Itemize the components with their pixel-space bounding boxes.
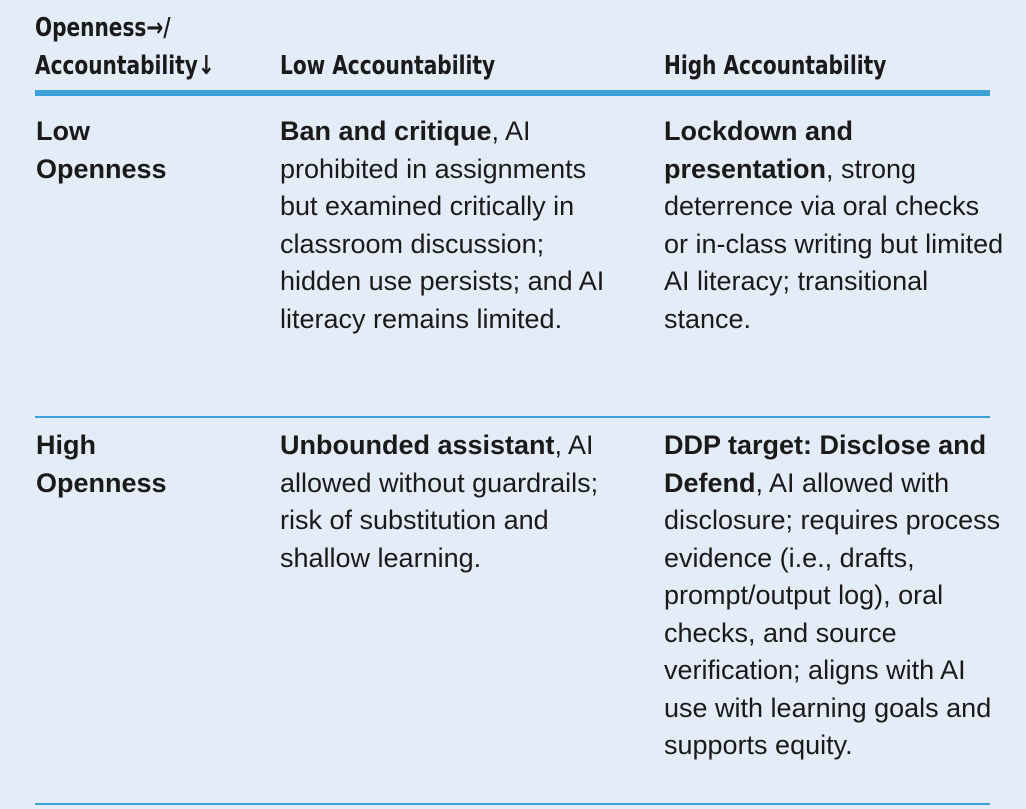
header-corner-openness: Openness→/	[35, 13, 171, 43]
cell-title: DDP target: Disclose and Defend	[664, 430, 987, 498]
row-label-low-openness	[36, 113, 256, 188]
row-label-line: Openness	[36, 467, 167, 498]
header-corner-accountability: Accountability↓	[35, 51, 215, 81]
table-bottom-rule	[35, 803, 990, 805]
header-divider	[35, 90, 990, 96]
cell-text: , strong deterrence via oral checks or in-class writing but limited AI literacy; transitional stance.	[664, 153, 1004, 334]
header-corner	[35, 9, 215, 85]
cell-title: Ban and critique	[280, 116, 492, 146]
row-label-line: Low	[36, 116, 90, 146]
row-label-high-openness	[36, 427, 256, 502]
cell-low-openness-low-accountability	[280, 113, 625, 338]
cell-text: , AI allowed with disclosure; requires process evidence (i.e., drafts, prompt/output log), oral checks, and source verification; aligns with AI use with learning goals and supports equity.	[664, 467, 1001, 760]
row-divider	[35, 416, 990, 418]
cell-high-openness-low-accountability	[280, 427, 625, 577]
cell-text: , AI prohibited in assignments but examined critically in classroom discussion; hidden use persists; and AI literacy remains limited.	[280, 116, 605, 334]
header-high-accountability: High Accountability	[664, 51, 887, 81]
cell-text: , AI allowed without guardrails; risk of substitution and shallow learning.	[280, 430, 599, 573]
cell-high-openness-high-accountability	[664, 427, 1004, 765]
cell-low-openness-high-accountability	[664, 113, 1004, 338]
row-label-line: High	[36, 430, 96, 460]
header-low-accountability: Low Accountability	[280, 51, 496, 81]
cell-title: Unbounded assistant	[280, 430, 555, 460]
row-label-line: Openness	[36, 153, 167, 184]
cell-title: Lockdown and presentation	[664, 116, 853, 184]
